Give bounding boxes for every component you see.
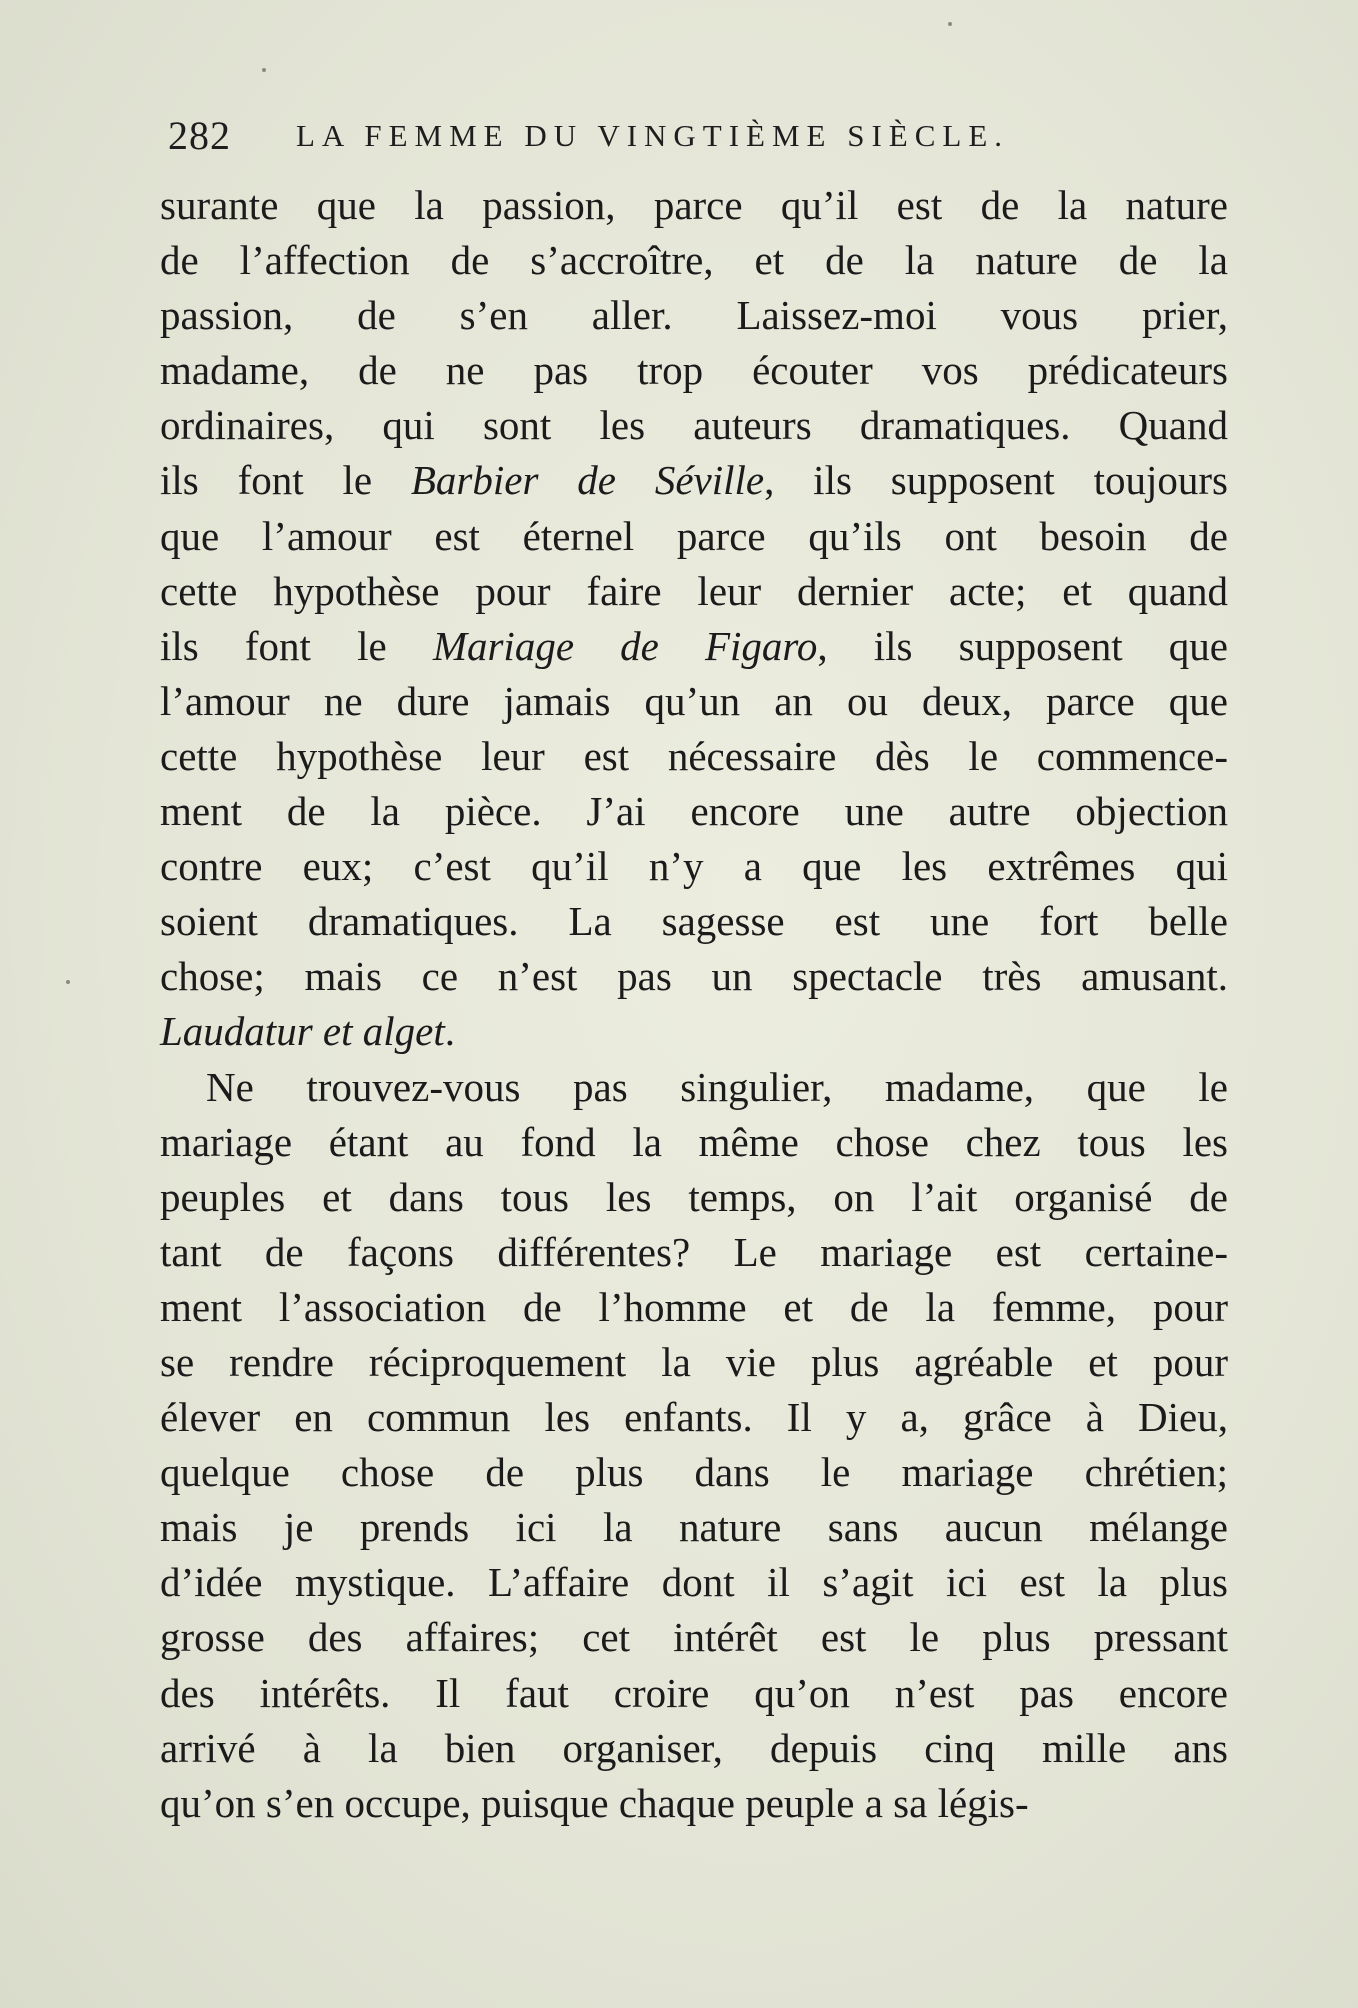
text-line: Laudatur et alget. — [160, 1008, 455, 1055]
text-line: de l’affection de s’accroître, et de la nature de la — [160, 237, 1228, 284]
text-line: chose; mais ce n’est pas un spectacle très amusant. — [160, 953, 1228, 1000]
italic-title: Mariage de Figaro — [432, 622, 818, 669]
text-line: quelque chose de plus dans le mariage chrétien; — [160, 1449, 1228, 1496]
body-text — [160, 178, 1228, 1831]
page-number: 282 — [168, 113, 231, 158]
text-line: surante que la passion, parce qu’il est de la nature — [160, 182, 1228, 228]
text-line: d’idée mystique. L’affaire dont il s’agit ici est la plus — [160, 1559, 1228, 1606]
paper-speck — [262, 68, 266, 72]
text-line: Ne trouvez-vous pas singulier, madame, que le — [206, 1063, 1228, 1110]
text-line: grosse des affaires; cet intérêt est le plus pressant — [160, 1614, 1228, 1661]
running-title: LA FEMME DU VINGTIÈME SIÈCLE. — [296, 118, 1010, 153]
text-line: arrivé à la bien organiser, depuis cinq mille ans — [160, 1724, 1228, 1771]
text-line: madame, de ne pas trop écouter vos prédicateurs — [160, 347, 1228, 394]
text-line: ils font le Barbier de Séville, ils supposent toujours — [160, 457, 1228, 504]
paper-speck — [948, 22, 952, 26]
text-line: ment l’association de l’homme et de la femme, pour — [160, 1283, 1228, 1330]
text-line: soient dramatiques. La sagesse est une fort belle — [160, 898, 1228, 945]
text-line: que l’amour est éternel parce qu’ils ont besoin de — [160, 512, 1228, 559]
text-line: cette hypothèse leur est nécessaire dès le commence- — [160, 732, 1228, 779]
text-line: contre eux; c’est qu’il n’y a que les extrêmes qui — [160, 843, 1228, 890]
text-line: mariage étant au fond la même chose chez tous les — [160, 1118, 1228, 1165]
italic-title: Laudatur et alget — [160, 1008, 445, 1055]
text-line: élever en commun les enfants. Il y a, grâce à Dieu, — [160, 1394, 1228, 1441]
text-line: tant de façons différentes? Le mariage est certaine- — [160, 1228, 1228, 1275]
text-line: ment de la pièce. J’ai encore une autre objection — [160, 788, 1228, 835]
text-line: ils font le Mariage de Figaro, ils supposent que — [160, 622, 1228, 669]
paper-speck — [66, 980, 70, 984]
text-line: des intérêts. Il faut croire qu’on n’est pas encore — [160, 1669, 1228, 1716]
text-line: ordinaires, qui sont les auteurs dramatiques. Quand — [160, 402, 1228, 449]
page-header — [168, 112, 1228, 162]
text-line: passion, de s’en aller. Laissez-moi vous prier, — [160, 292, 1228, 339]
text-line: qu’on s’en occupe, puisque chaque peuple a sa légis- — [160, 1779, 1029, 1826]
text-line: peuples et dans tous les temps, on l’ait organisé de — [160, 1173, 1228, 1220]
text-line: mais je prends ici la nature sans aucun mélange — [160, 1504, 1228, 1551]
italic-title: Barbier de Séville — [410, 457, 765, 504]
text-line: se rendre réciproquement la vie plus agréable et pour — [160, 1338, 1228, 1385]
text-line: l’amour ne dure jamais qu’un an ou deux, parce que — [160, 677, 1228, 724]
text-line: cette hypothèse pour faire leur dernier acte; et quand — [160, 567, 1228, 614]
